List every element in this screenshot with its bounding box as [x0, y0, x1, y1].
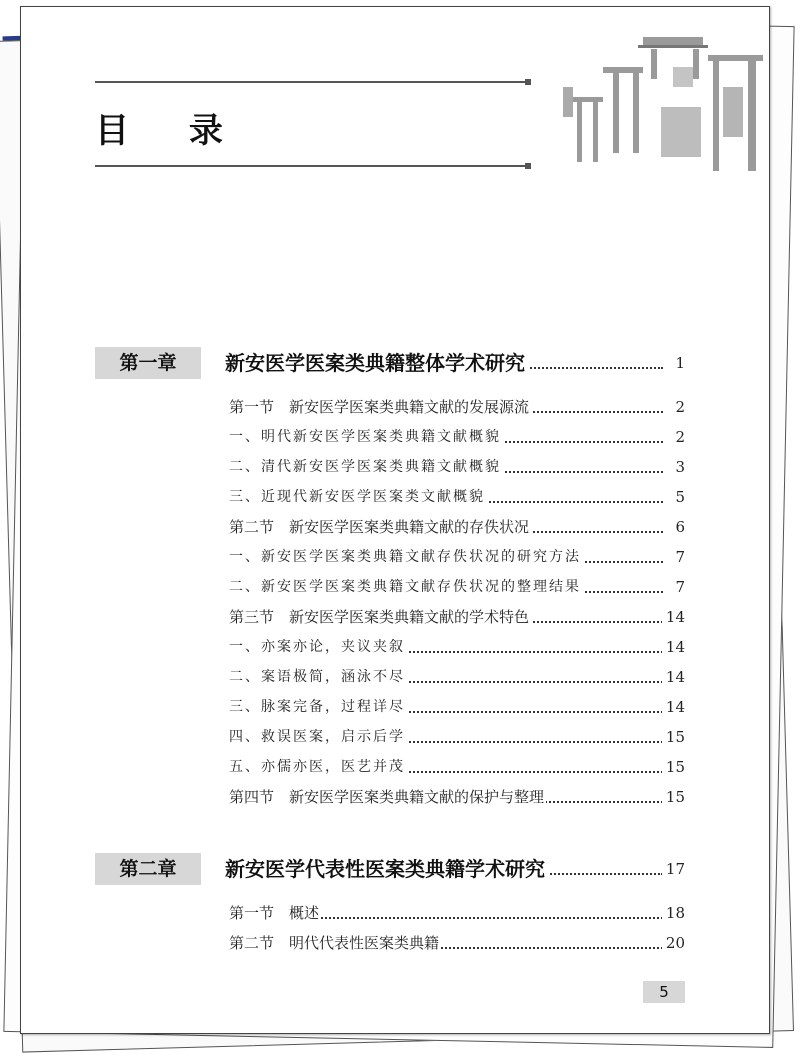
chapter-heading[interactable] — [95, 347, 685, 381]
toc-entry[interactable] — [229, 603, 685, 631]
chapter-title: 新安医学医案类典籍整体学术研究 — [225, 347, 529, 379]
page-number: 1 — [671, 347, 685, 379]
page-number: 6 — [671, 513, 685, 541]
toc-entry-text: 三、近现代新安医学医案类文献概貌 — [229, 483, 487, 511]
toc-entry[interactable] — [229, 483, 685, 511]
page-number: 5 — [671, 483, 685, 511]
toc-entry-text: 第三节 新安医学医案类典籍文献的学术特色 — [229, 603, 531, 631]
page-number: 15 — [662, 753, 685, 781]
page-number: 14 — [662, 663, 685, 691]
toc-entry[interactable] — [229, 633, 685, 661]
chapter-title: 新安医学代表性医案类典籍学术研究 — [225, 853, 549, 885]
page-number: 7 — [671, 543, 685, 571]
page-number: 18 — [662, 899, 685, 927]
toc-entry-text: 第二节 明代代表性医案类典籍 — [229, 929, 441, 957]
page-number: 14 — [662, 603, 685, 631]
toc-entry-text: 一、明代新安医学医案类典籍文献概貌 — [229, 423, 503, 451]
toc-entry[interactable] — [229, 543, 685, 571]
toc-entry[interactable] — [229, 663, 685, 691]
toc-entry[interactable] — [229, 453, 685, 481]
toc-entry[interactable] — [229, 573, 685, 601]
page-number: 3 — [671, 453, 685, 481]
toc-entry-text: 一、亦案亦论，夹议夹叙 — [229, 633, 407, 661]
toc-entry-text: 第四节 新安医学医案类典籍文献的保护与整理 — [229, 783, 546, 811]
page-number: 14 — [662, 693, 685, 721]
toc-entry-text: 三、脉案完备，过程详尽 — [229, 693, 407, 721]
toc-entry[interactable] — [229, 723, 685, 751]
toc-entry-text: 五、亦儒亦医，医艺并茂 — [229, 753, 407, 781]
page-title: 目 录 — [95, 111, 247, 151]
toc-entry-text: 二、新安医学医案类典籍文献存佚状况的整理结果 — [229, 573, 583, 601]
header-rule-top — [95, 81, 525, 83]
page-number: 7 — [671, 573, 685, 601]
chapter-label: 第二章 — [95, 853, 201, 885]
page-number: 14 — [662, 633, 685, 661]
toc-entry[interactable] — [229, 899, 685, 927]
toc-entry[interactable] — [229, 783, 685, 811]
document-page — [20, 6, 770, 1034]
toc-entry-text: 二、清代新安医学医案类典籍文献概貌 — [229, 453, 503, 481]
header-rule-bottom — [95, 165, 525, 167]
toc-entry-text: 四、救误医案，启示后学 — [229, 723, 407, 751]
chapter-label: 第一章 — [95, 347, 201, 379]
page-number: 15 — [662, 723, 685, 751]
toc-entry[interactable] — [229, 423, 685, 451]
chapter-heading[interactable] — [95, 853, 685, 887]
toc-entry[interactable] — [229, 929, 685, 957]
toc-entry[interactable] — [229, 513, 685, 541]
page-number: 15 — [662, 783, 685, 811]
toc-entry-text: 第二节 新安医学医案类典籍文献的存佚状况 — [229, 513, 531, 541]
page-number-badge: 5 — [643, 981, 685, 1003]
page-number: 20 — [662, 929, 685, 957]
page-number: 2 — [671, 393, 685, 421]
toc-entry[interactable] — [229, 753, 685, 781]
page-number: 2 — [671, 423, 685, 451]
architecture-illustration — [543, 27, 769, 177]
toc-entry-text: 一、新安医学医案类典籍文献存佚状况的研究方法 — [229, 543, 583, 571]
toc-entry-text: 二、案语极简，涵泳不尽 — [229, 663, 407, 691]
toc-entry[interactable] — [229, 393, 685, 421]
toc-entry[interactable] — [229, 693, 685, 721]
toc-entry-text: 第一节 概述 — [229, 899, 321, 927]
page-number: 17 — [662, 853, 685, 885]
toc-entry-text: 第一节 新安医学医案类典籍文献的发展源流 — [229, 393, 531, 421]
